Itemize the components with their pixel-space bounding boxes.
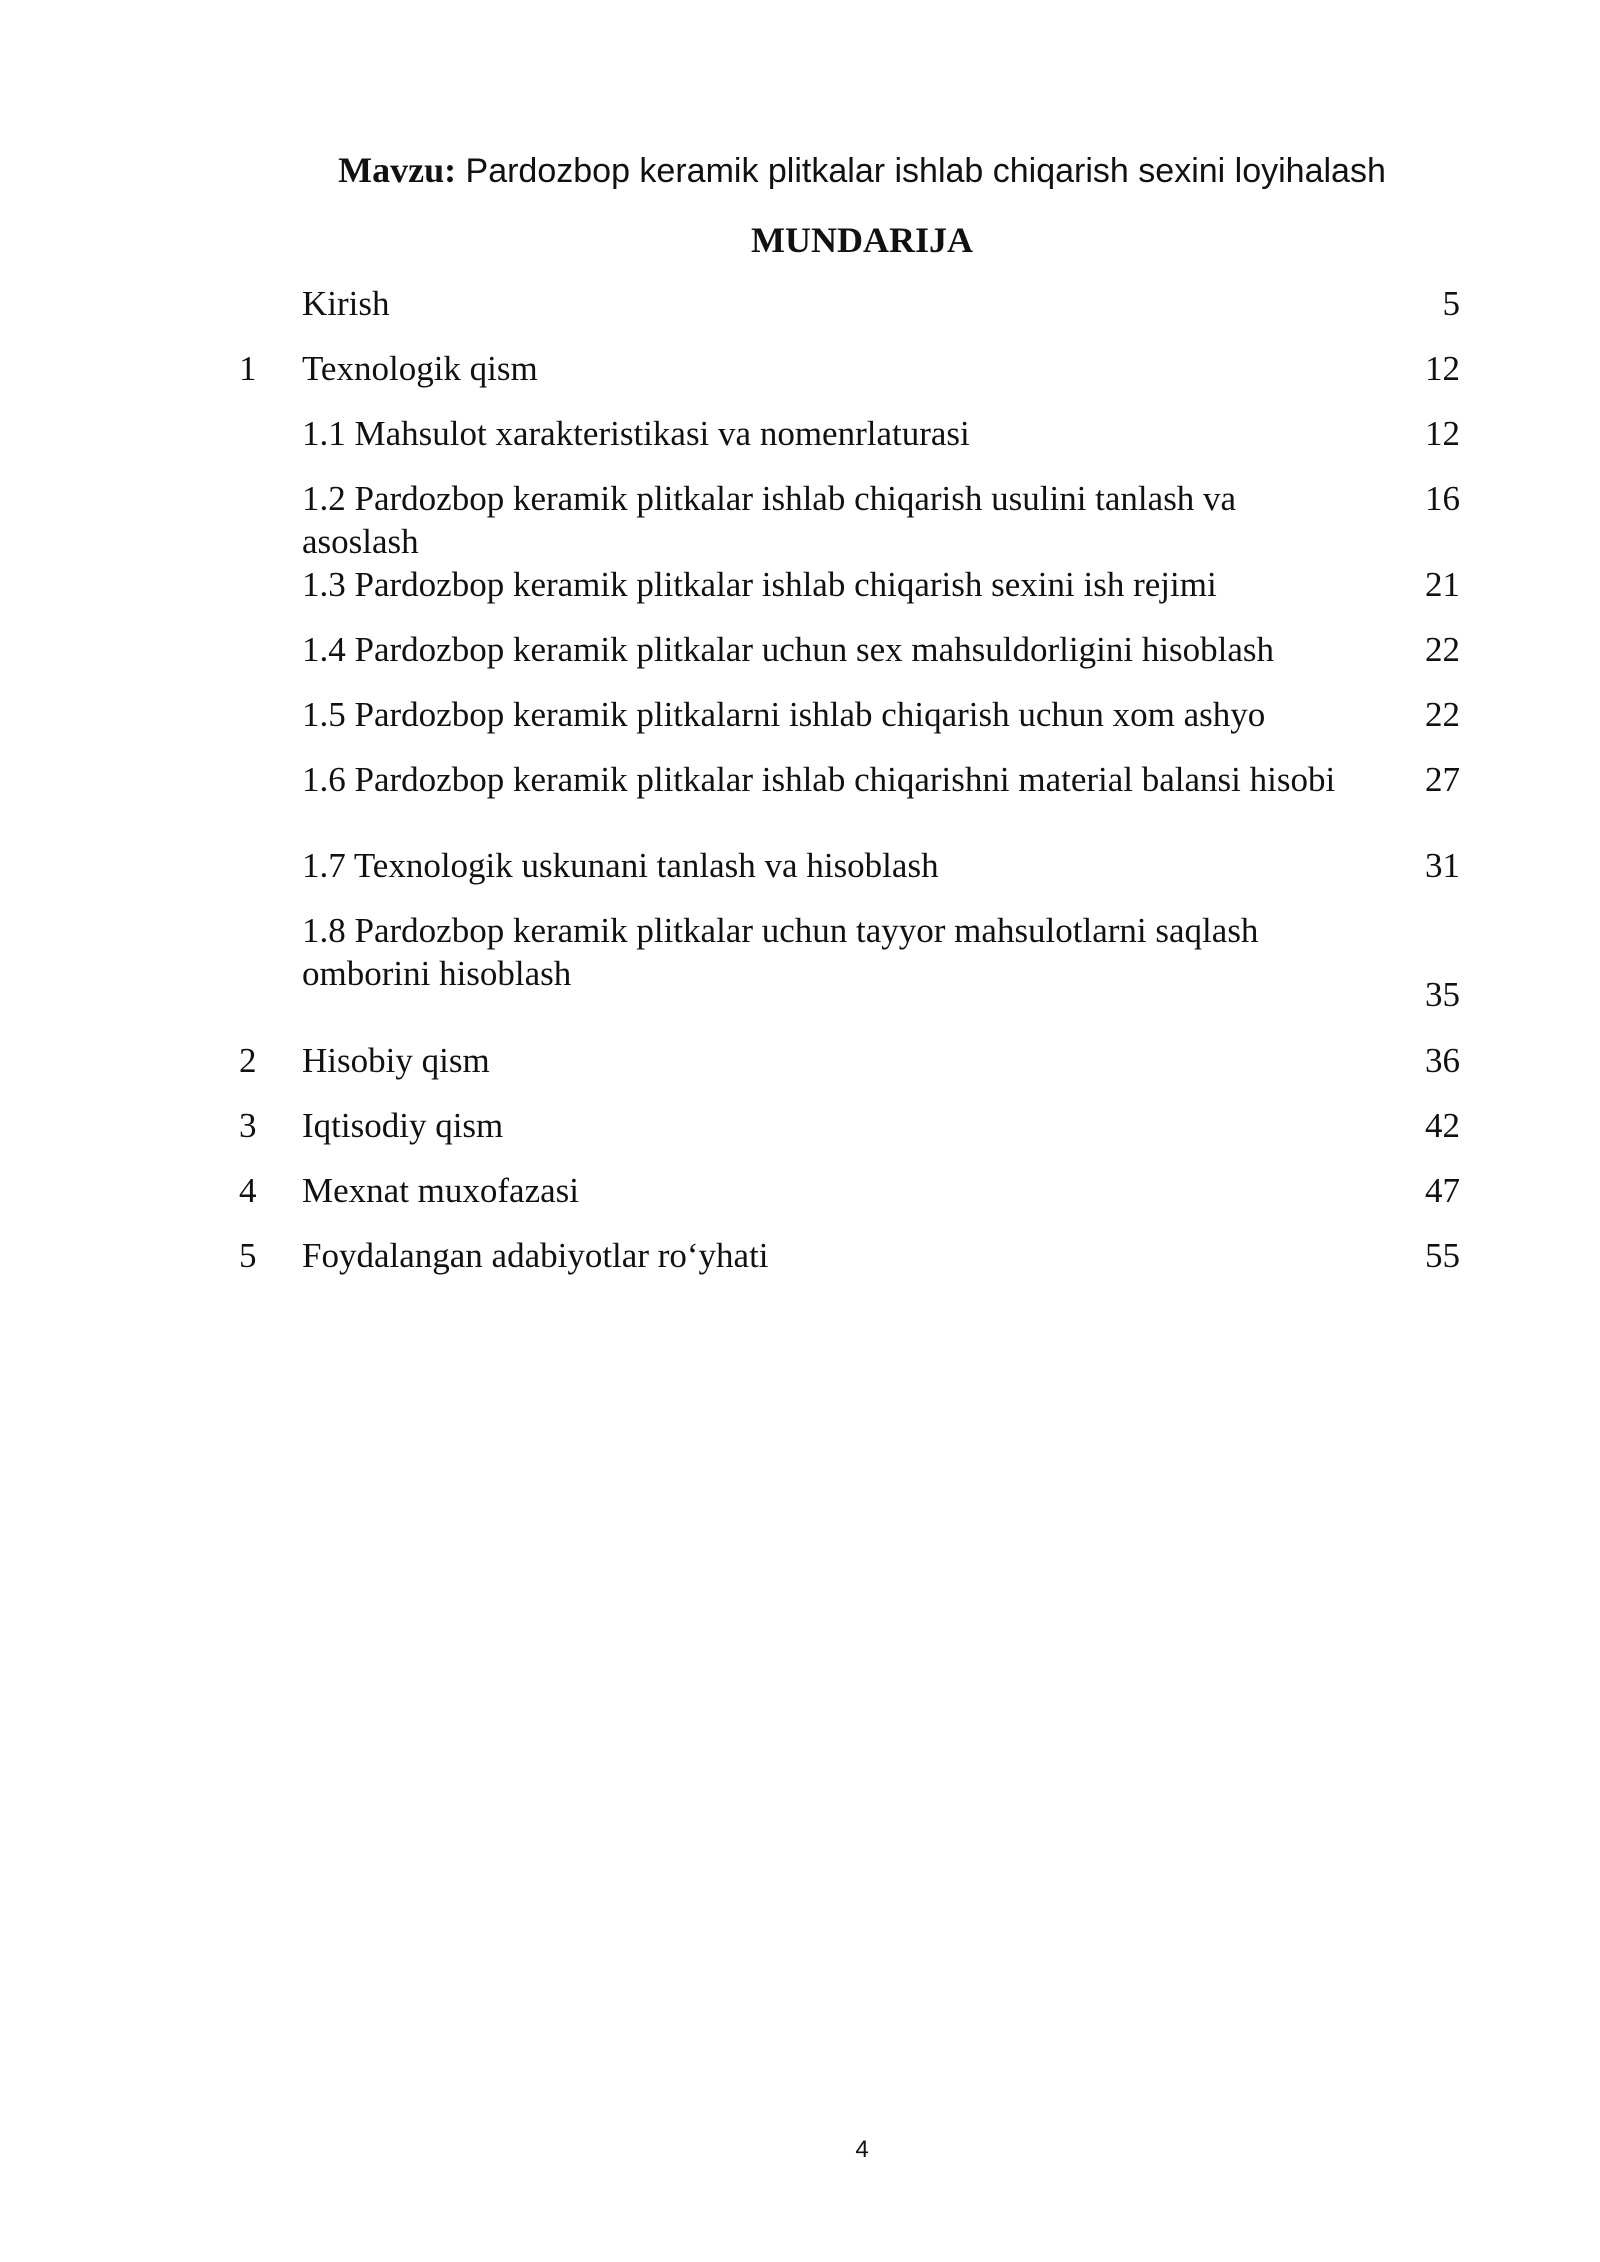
toc-row-page: 42 (1425, 1106, 1460, 1145)
toc-row-page: 5 (1442, 284, 1460, 323)
toc-row-number: 5 (239, 1236, 257, 1275)
toc-row-text: Texnologik qism (302, 349, 538, 388)
toc-row (0, 1234, 1600, 1299)
toc-row-page: 22 (1425, 695, 1460, 734)
toc-row-text: Kirish (302, 284, 390, 323)
toc-row-text: 1.3 Pardozbop keramik plitkalar ishlab chiqarish sexini ish rejimi (302, 565, 1217, 604)
toc-row-page: 22 (1425, 630, 1460, 669)
topic-text: Pardozbop keramik plitkalar ishlab chiqarish sexini loyihalash (456, 152, 1386, 190)
toc-row-text: 1.2 Pardozbop keramik plitkalar ishlab chiqarish usulini tanlash va asoslash (302, 479, 1237, 561)
toc-row (0, 844, 1600, 909)
toc-row (0, 1104, 1600, 1169)
toc-row (0, 1039, 1600, 1104)
toc-row-text: Foydalangan adabiyotlar ro‘yhati (302, 1236, 769, 1275)
toc-title: MUNDARIJA (751, 220, 973, 260)
topic-line (0, 150, 1600, 191)
toc-row-number: 3 (239, 1106, 257, 1145)
toc-row (0, 909, 1600, 1039)
toc-row-text: Mexnat muxofazasi (302, 1171, 579, 1210)
toc-row-number: 1 (239, 349, 257, 388)
toc-row (0, 628, 1600, 693)
toc-row-page: 55 (1425, 1236, 1460, 1275)
topic-label: Mavzu: (338, 150, 457, 190)
toc-row-page: 12 (1425, 414, 1460, 453)
toc-row-page: 27 (1425, 760, 1460, 799)
toc-row-page: 21 (1425, 565, 1460, 604)
toc-row-text: 1.7 Texnologik uskunani tanlash va hisoblash (302, 846, 939, 885)
toc-row-text: 1.6 Pardozbop keramik plitkalar ishlab chiqarishni material balansi hisobi (302, 760, 1336, 799)
toc-row-text: Hisobiy qism (302, 1041, 490, 1080)
toc-row (0, 477, 1600, 563)
toc-row-number: 2 (239, 1041, 257, 1080)
toc-row (0, 693, 1600, 758)
page-number: 4 (855, 2136, 869, 2163)
toc-row (0, 563, 1600, 628)
toc-row-page: 35 (1425, 975, 1460, 1014)
toc-row-text: 1.8 Pardozbop keramik plitkalar uchun tayyor mahsulotlarni saqlash omborini hisoblash (302, 911, 1259, 993)
toc-row (0, 412, 1600, 477)
toc-row-page: 31 (1425, 846, 1460, 885)
toc-row (0, 1169, 1600, 1234)
table-of-contents (0, 282, 1600, 1299)
toc-row-text: 1.1 Mahsulot xarakteristikasi va nomenrlaturasi (302, 414, 970, 453)
toc-row (0, 282, 1600, 347)
toc-row-page: 36 (1425, 1041, 1460, 1080)
toc-row-text: 1.5 Pardozbop keramik plitkalarni ishlab chiqarish uchun xom ashyo (302, 695, 1266, 734)
toc-row-page: 47 (1425, 1171, 1460, 1210)
toc-row-page: 12 (1425, 349, 1460, 388)
toc-row-text: 1.4 Pardozbop keramik plitkalar uchun sex mahsuldorligini hisoblash (302, 630, 1275, 669)
toc-row-number: 4 (239, 1171, 257, 1210)
toc-row-text: Iqtisodiy qism (302, 1106, 504, 1145)
toc-row (0, 347, 1600, 412)
toc-row-page: 16 (1425, 479, 1460, 518)
toc-row (0, 758, 1600, 844)
